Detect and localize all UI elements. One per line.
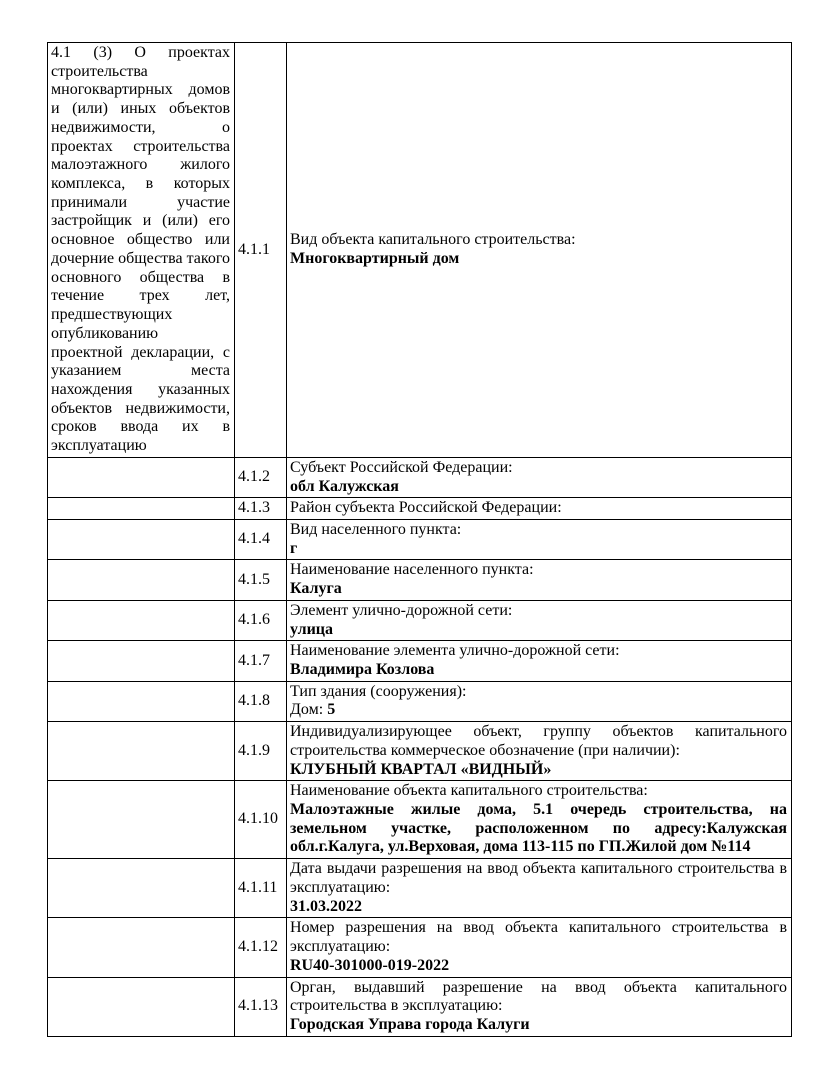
field-value-text: обл Калужская (290, 477, 399, 495)
table-row (48, 918, 792, 977)
row-code: 4.1.4 (235, 519, 287, 559)
table-row (48, 560, 792, 600)
table-row (48, 641, 792, 681)
table-row (48, 977, 792, 1036)
row-value-cell (287, 457, 792, 497)
field-value-text: 31.03.2022 (290, 897, 362, 915)
field-value-text: Малоэтажные жилые дома, 5.1 очередь строительства, на земельном участке, расположенном по адресу:Калужская обл.г.Калуга, ул.Верховая, дома 113-115 по ГП.Жилой дом №114 (290, 801, 787, 856)
field-value-text: КЛУБНЫЙ КВАРТАЛ «ВИДНЫЙ» (290, 760, 552, 778)
row-code: 4.1.2 (235, 457, 287, 497)
table-row (48, 43, 792, 458)
row-code: 4.1.9 (235, 722, 287, 781)
empty-cell (48, 457, 235, 497)
field-value-text: 5 (327, 701, 336, 719)
row-code: 4.1.7 (235, 641, 287, 681)
empty-cell (48, 681, 235, 721)
row-value-cell (287, 600, 792, 640)
field-label: Район субъекта Российской Федерации: (290, 499, 562, 517)
table-row (48, 681, 792, 721)
field-value-text: Калуга (290, 580, 342, 598)
field-label: Тип здания (сооружения): (290, 682, 467, 700)
table-row (48, 722, 792, 781)
field-value-text: Многоквартирный дом (290, 249, 460, 267)
field-value (290, 580, 787, 599)
empty-cell (48, 641, 235, 681)
field-value (290, 701, 787, 720)
row-code: 4.1.5 (235, 560, 287, 600)
row-code: 4.1.12 (235, 918, 287, 977)
row-code: 4.1.13 (235, 977, 287, 1036)
field-value-text: Городская Управа города Калуги (290, 1015, 530, 1033)
field-value-text: RU40-301000-019-2022 (290, 956, 450, 974)
table-row (48, 781, 792, 859)
field-value (290, 1016, 787, 1035)
table-body (48, 43, 792, 1037)
row-value-cell (287, 977, 792, 1036)
empty-cell (48, 781, 235, 859)
empty-cell (48, 600, 235, 640)
row-code: 4.1.11 (235, 859, 287, 918)
field-value (290, 540, 787, 559)
row-value-cell (287, 722, 792, 781)
field-label: Элемент улично-дорожной сети: (290, 601, 513, 619)
row-value-cell (287, 859, 792, 918)
empty-cell (48, 977, 235, 1036)
field-label: Вид объекта капитального строительства: (290, 231, 576, 249)
table-row (48, 519, 792, 559)
declaration-table (47, 42, 792, 1037)
empty-cell (48, 560, 235, 600)
empty-cell (48, 498, 235, 520)
row-value-cell (287, 519, 792, 559)
field-label: Орган, выдавший разрешение на ввод объекта капитального строительства в эксплуатацию: (290, 978, 787, 1015)
row-value-cell (287, 681, 792, 721)
field-label: Индивидуализирующее объект, группу объектов капитального строительства коммерческое обозначение (при наличии): (290, 723, 787, 759)
table-row (48, 457, 792, 497)
field-value-text: г (290, 539, 298, 557)
field-value-prefix: Дом: (290, 701, 328, 719)
field-value (290, 957, 787, 976)
empty-cell (48, 918, 235, 977)
section-description: 4.1 (3) О проектах строительства многоквартирных домов и (или) иных объектов недвижимости, о проектах строительства малоэтажного жилого комплекса, в которых принимали участие застройщик и (или) его основное общество или дочерние общества такого основного общества в течение трех лет, предшествующих опубликованию проектной декларации, с указанием места нахождения указанных объектов недвижимости, сроков ввода их в эксплуатацию (48, 43, 235, 458)
field-label: Номер разрешения на ввод объекта капитального строительства в эксплуатацию: (290, 919, 787, 956)
row-code: 4.1.3 (235, 498, 287, 520)
field-value-text: Владимира Козлова (290, 661, 435, 678)
field-value (290, 898, 787, 917)
row-code: 4.1.6 (235, 600, 287, 640)
empty-cell (48, 859, 235, 918)
row-value-cell (287, 498, 792, 520)
row-code: 4.1.8 (235, 681, 287, 721)
table-row (48, 859, 792, 918)
empty-cell (48, 722, 235, 781)
row-value-cell (287, 560, 792, 600)
row-value-cell (287, 43, 792, 458)
field-value (290, 661, 787, 680)
field-label: Дата выдачи разрешения на ввод объекта капитального строительства в эксплуатацию: (290, 860, 787, 896)
field-label: Вид населенного пункта: (290, 520, 462, 538)
table-row (48, 600, 792, 640)
table-row (48, 498, 792, 520)
field-value (290, 250, 787, 269)
field-value (290, 801, 787, 857)
row-code: 4.1.1 (235, 43, 287, 458)
field-value (290, 761, 787, 780)
row-code: 4.1.10 (235, 781, 287, 859)
field-value-text: улица (290, 620, 334, 638)
field-label: Наименование элемента улично-дорожной сети: (290, 642, 620, 660)
empty-cell (48, 519, 235, 559)
row-value-cell (287, 641, 792, 681)
field-value (290, 478, 787, 497)
field-value (290, 621, 787, 640)
field-label: Наименование населенного пункта: (290, 561, 534, 579)
row-value-cell (287, 781, 792, 859)
field-label: Наименование объекта капитального строительства: (290, 782, 648, 800)
field-label: Субъект Российской Федерации: (290, 458, 513, 476)
row-value-cell (287, 918, 792, 977)
